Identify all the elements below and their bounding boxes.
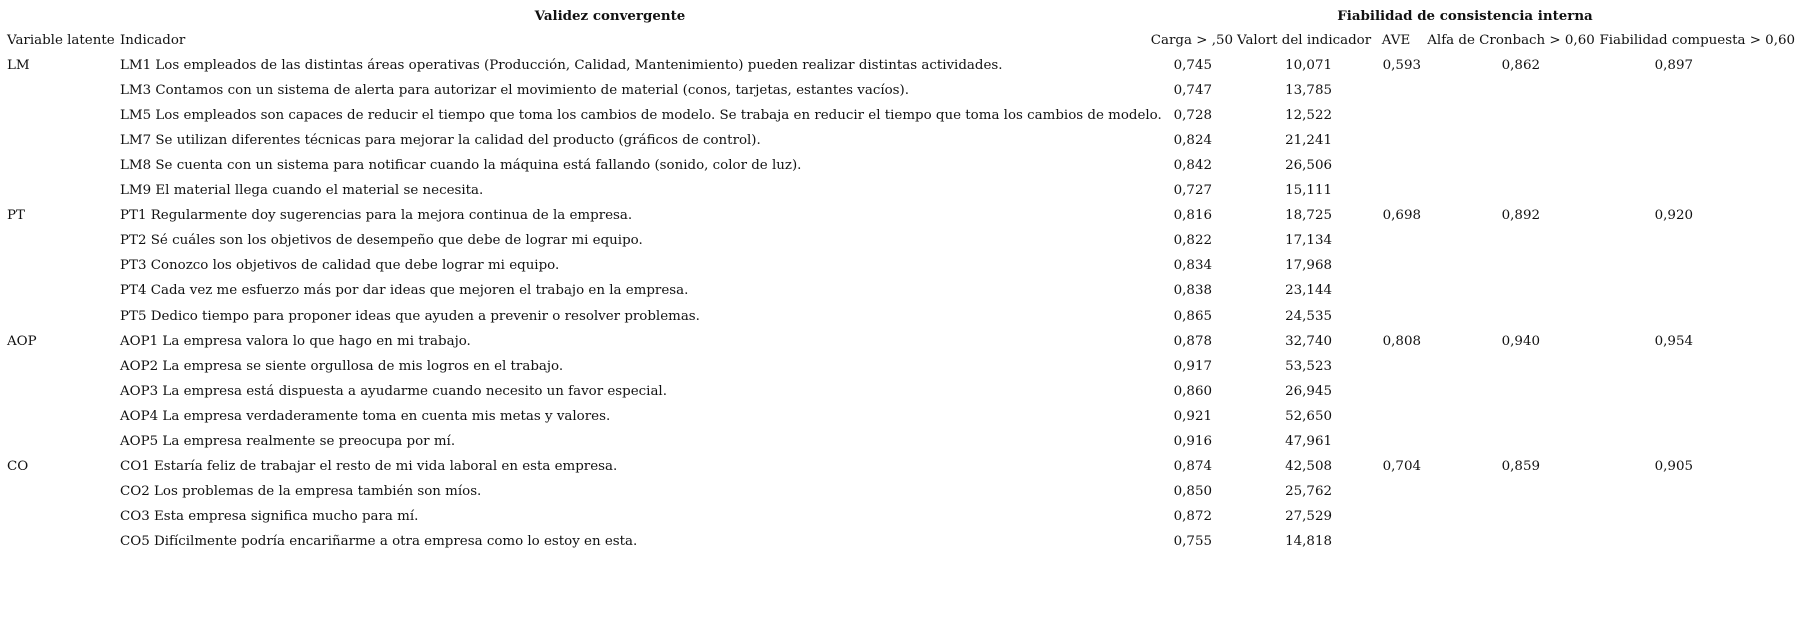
- cell-valort: 17,134: [1285, 233, 1332, 248]
- cell-indicador: CO5 Difícilmente podría encariñarme a otra empresa como lo estoy en esta.: [120, 534, 638, 549]
- cell-indicador: LM5 Los empleados son capaces de reducir el tiempo que toma los cambios de modelo. Se trabaja en reducir el tiempo que toma los cambios de modelo.: [120, 108, 1162, 123]
- cell-valort: 25,762: [1285, 484, 1332, 499]
- cell-valort: 12,522: [1285, 108, 1332, 123]
- cell-indicador: PT3 Conozco los objetivos de calidad que debe lograr mi equipo.: [120, 258, 560, 273]
- cell-carga: 0,822: [1173, 233, 1212, 248]
- cell-valort: 26,506: [1285, 158, 1332, 173]
- cell-indicador: AOP3 La empresa está dispuesta a ayudarme cuando necesito un favor especial.: [120, 384, 667, 399]
- cell-fiabilidad-compuesta: 0,897: [1654, 58, 1693, 73]
- column-header-variable: Variable latente: [7, 33, 115, 48]
- cell-valort: 47,961: [1285, 434, 1332, 449]
- cell-carga: 0,755: [1173, 534, 1212, 549]
- cell-indicador: LM9 El material llega cuando el material se necesita.: [120, 183, 484, 198]
- cell-indicador: LM7 Se utilizan diferentes técnicas para mejorar la calidad del producto (gráficos de control).: [120, 133, 761, 148]
- cell-valort: 17,968: [1285, 258, 1332, 273]
- cell-indicador: LM3 Contamos con un sistema de alerta para autorizar el movimiento de material (conos, tarjetas, estantes vacíos).: [120, 83, 910, 98]
- cell-valort: 53,523: [1285, 359, 1332, 374]
- cell-valort: 21,241: [1285, 133, 1332, 148]
- cell-carga: 0,865: [1173, 309, 1212, 324]
- cell-indicador: AOP1 La empresa valora lo que hago en mi trabajo.: [120, 334, 471, 349]
- cell-carga: 0,834: [1173, 258, 1212, 273]
- cell-fiabilidad-compuesta: 0,920: [1654, 208, 1693, 223]
- cell-valort: 18,725: [1285, 208, 1332, 223]
- cell-carga: 0,850: [1173, 484, 1212, 499]
- cell-ave: 0,808: [1382, 334, 1421, 349]
- cell-valort: 14,818: [1285, 534, 1332, 549]
- cell-indicador: PT2 Sé cuáles son los objetivos de desempeño que debe de lograr mi equipo.: [120, 233, 643, 248]
- cell-carga: 0,745: [1173, 58, 1212, 73]
- column-header-ave: AVE: [1381, 33, 1411, 48]
- cell-variable-latente: CO: [7, 459, 29, 474]
- cell-valort: 23,144: [1285, 283, 1332, 298]
- cell-carga: 0,824: [1173, 133, 1212, 148]
- column-header-alfa: Alfa de Cronbach > 0,60: [1427, 33, 1595, 48]
- column-header-valort: Valort del indicador: [1237, 33, 1372, 48]
- column-header-carga: Carga > ,50: [1150, 33, 1233, 48]
- cell-indicador: LM1 Los empleados de las distintas áreas operativas (Producción, Calidad, Mantenimiento) pueden realizar distintas actividades.: [120, 58, 1003, 73]
- cell-indicador: PT5 Dedico tiempo para proponer ideas que ayuden a prevenir o resolver problemas.: [120, 309, 700, 324]
- cell-indicador: AOP5 La empresa realmente se preocupa por mí.: [120, 434, 456, 449]
- cell-carga: 0,842: [1173, 158, 1212, 173]
- column-header-indicador: Indicador: [120, 33, 186, 48]
- cell-carga: 0,921: [1173, 409, 1212, 424]
- cell-valort: 13,785: [1285, 83, 1332, 98]
- cell-carga: 0,747: [1173, 83, 1212, 98]
- cell-alfa: 0,862: [1501, 58, 1540, 73]
- cell-ave: 0,593: [1382, 58, 1421, 73]
- cell-valort: 42,508: [1285, 459, 1332, 474]
- cell-variable-latente: AOP: [7, 334, 37, 349]
- cell-carga: 0,838: [1173, 283, 1212, 298]
- cell-valort: 15,111: [1285, 183, 1332, 198]
- cell-indicador: AOP4 La empresa verdaderamente toma en cuenta mis metas y valores.: [120, 409, 611, 424]
- cell-indicador: CO2 Los problemas de la empresa también son míos.: [120, 484, 482, 499]
- cell-alfa: 0,940: [1501, 334, 1540, 349]
- cell-indicador: LM8 Se cuenta con un sistema para notificar cuando la máquina está fallando (sonido, color de luz).: [120, 158, 802, 173]
- cell-carga: 0,878: [1173, 334, 1212, 349]
- cell-carga: 0,728: [1173, 108, 1212, 123]
- cell-valort: 32,740: [1285, 334, 1332, 349]
- cell-indicador: PT4 Cada vez me esfuerzo más por dar ideas que mejoren el trabajo en la empresa.: [120, 283, 689, 298]
- cell-carga: 0,727: [1173, 183, 1212, 198]
- cell-carga: 0,917: [1173, 359, 1212, 374]
- cell-indicador: AOP2 La empresa se siente orgullosa de mis logros en el trabajo.: [120, 359, 564, 374]
- cell-fiabilidad-compuesta: 0,905: [1654, 459, 1693, 474]
- cell-indicador: PT1 Regularmente doy sugerencias para la mejora continua de la empresa.: [120, 208, 633, 223]
- cell-ave: 0,704: [1382, 459, 1421, 474]
- cell-variable-latente: PT: [7, 208, 25, 223]
- cell-ave: 0,698: [1382, 208, 1421, 223]
- group-header-validez: Validez convergente: [534, 8, 686, 24]
- cell-carga: 0,860: [1173, 384, 1212, 399]
- cell-carga: 0,816: [1173, 208, 1212, 223]
- cell-valort: 10,071: [1285, 58, 1332, 73]
- cell-carga: 0,874: [1173, 459, 1212, 474]
- cell-carga: 0,916: [1173, 434, 1212, 449]
- cell-alfa: 0,859: [1501, 459, 1540, 474]
- group-header-fiabilidad: Fiabilidad de consistencia interna: [1337, 8, 1593, 24]
- cell-alfa: 0,892: [1501, 208, 1540, 223]
- cell-indicador: CO1 Estaría feliz de trabajar el resto de mi vida laboral en esta empresa.: [120, 459, 618, 474]
- cell-valort: 26,945: [1285, 384, 1332, 399]
- cell-carga: 0,872: [1173, 509, 1212, 524]
- cell-valort: 52,650: [1285, 409, 1332, 424]
- cell-fiabilidad-compuesta: 0,954: [1654, 334, 1693, 349]
- cell-valort: 27,529: [1285, 509, 1332, 524]
- cell-variable-latente: LM: [7, 58, 30, 73]
- cell-valort: 24,535: [1285, 309, 1332, 324]
- cell-indicador: CO3 Esta empresa significa mucho para mí.: [120, 509, 419, 524]
- column-header-fc: Fiabilidad compuesta > 0,60: [1599, 33, 1795, 48]
